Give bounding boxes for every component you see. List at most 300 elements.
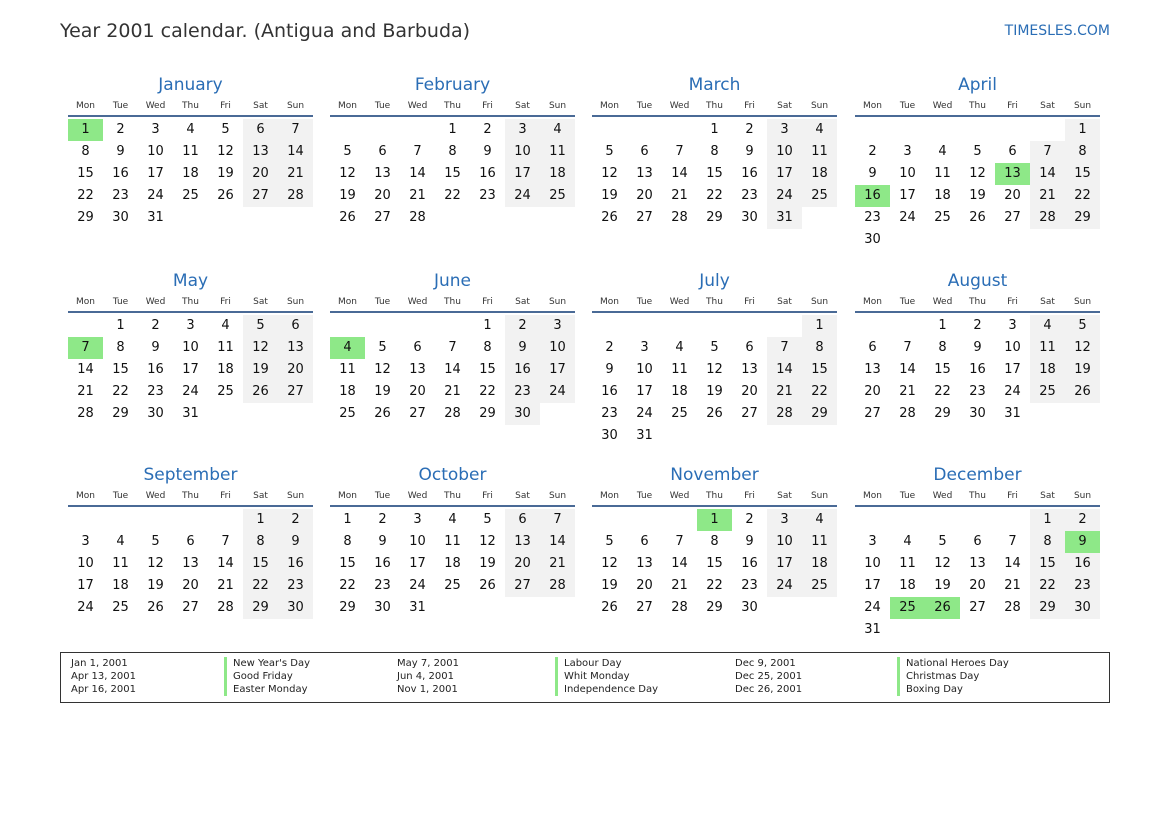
day-cell: 2	[745, 122, 754, 137]
empty-cell	[627, 509, 662, 531]
day-cell: 18	[802, 163, 837, 185]
weekday-label: Sun	[286, 297, 305, 307]
day-cell: 8	[448, 144, 457, 159]
day-cell: 23	[1065, 575, 1100, 597]
day-cell: 13	[409, 362, 426, 377]
weekday-label: Tue	[374, 297, 391, 307]
day-cell: 10	[1004, 340, 1021, 355]
month-february	[330, 74, 575, 229]
day-cell: 21	[1004, 578, 1021, 593]
day-cell: 27	[864, 406, 881, 421]
legend-date: Jan 1, 2001	[71, 658, 128, 669]
day-cell: 25	[802, 575, 837, 597]
holiday-day-cell: 1	[697, 509, 732, 531]
empty-cell	[365, 315, 400, 337]
legend-holiday-name: Whit Monday	[564, 671, 630, 682]
weekday-label: Fri	[482, 297, 493, 307]
day-cell: 27	[636, 600, 653, 615]
day-cell: 25	[802, 185, 837, 207]
day-cell: 17	[409, 556, 426, 571]
day-cell: 1	[1065, 119, 1100, 141]
weekday-label: Sat	[515, 491, 530, 501]
weekday-label: Thu	[444, 297, 461, 307]
day-cell: 19	[601, 188, 618, 203]
day-cell: 9	[745, 144, 754, 159]
day-cell: 21	[671, 188, 688, 203]
weekday-label: Tue	[899, 297, 916, 307]
weekday-header	[855, 97, 1100, 117]
empty-cell	[400, 315, 435, 337]
weekday-label: Fri	[1007, 101, 1018, 111]
weekday-label: Wed	[669, 297, 690, 307]
day-grid	[855, 509, 1100, 641]
day-cell: 17	[147, 166, 164, 181]
day-cell: 12	[147, 556, 164, 571]
day-cell: 11	[112, 556, 129, 571]
day-cell: 23	[112, 188, 129, 203]
month-name: August	[947, 271, 1008, 291]
legend-date: Jun 4, 2001	[397, 671, 454, 682]
weekday-label: Sat	[515, 297, 530, 307]
day-cell: 15	[706, 166, 723, 181]
day-cell: 8	[802, 337, 837, 359]
day-cell: 18	[444, 556, 461, 571]
day-cell: 6	[640, 144, 649, 159]
day-cell: 17	[77, 578, 94, 593]
day-cell: 26	[601, 210, 618, 225]
day-cell: 3	[767, 119, 802, 141]
weekday-label: Tue	[899, 101, 916, 111]
day-cell: 19	[706, 384, 723, 399]
month-name: September	[143, 465, 238, 485]
weekday-label: Sat	[253, 101, 268, 111]
day-cell: 26	[479, 578, 496, 593]
day-cell: 22	[444, 188, 461, 203]
month-name: July	[699, 271, 730, 291]
day-cell: 30	[1065, 597, 1100, 619]
weekday-label: Tue	[112, 101, 129, 111]
day-cell: 4	[116, 534, 125, 549]
day-cell: 9	[151, 340, 160, 355]
month-name: June	[433, 271, 472, 291]
day-cell: 1	[343, 512, 352, 527]
month-june	[330, 270, 575, 425]
day-cell: 3	[186, 318, 195, 333]
weekday-label: Sun	[548, 491, 567, 501]
day-cell: 14	[278, 141, 313, 163]
weekday-header	[68, 293, 313, 313]
day-cell: 20	[374, 188, 391, 203]
weekday-label: Mon	[863, 491, 882, 501]
legend-names	[897, 657, 1009, 696]
day-cell: 18	[182, 166, 199, 181]
day-cell: 26	[243, 381, 278, 403]
legend-holiday-name: Good Friday	[233, 671, 293, 682]
day-cell: 2	[745, 512, 754, 527]
empty-cell	[662, 509, 697, 531]
weekday-label: Sat	[777, 101, 792, 111]
day-grid	[592, 119, 837, 229]
weekday-label: Mon	[600, 491, 619, 501]
day-cell: 14	[540, 531, 575, 553]
day-cell: 29	[802, 403, 837, 425]
day-cell: 10	[505, 141, 540, 163]
weekday-label: Tue	[899, 491, 916, 501]
day-cell: 29	[1065, 207, 1100, 229]
weekday-label: Sat	[777, 491, 792, 501]
day-cell: 31	[767, 207, 802, 229]
weekday-label: Mon	[338, 491, 357, 501]
day-cell: 17	[767, 553, 802, 575]
day-grid	[68, 509, 313, 619]
day-cell: 5	[605, 144, 614, 159]
day-cell: 15	[1030, 553, 1065, 575]
weekday-label: Tue	[374, 101, 391, 111]
day-cell: 20	[636, 188, 653, 203]
day-cell: 24	[636, 406, 653, 421]
page-title: Year 2001 calendar. (Antigua and Barbuda)	[60, 20, 471, 42]
day-cell: 5	[710, 340, 719, 355]
day-cell: 22	[934, 384, 951, 399]
month-november	[592, 464, 837, 619]
day-cell: 16	[147, 362, 164, 377]
day-cell: 9	[745, 534, 754, 549]
day-cell: 10	[409, 534, 426, 549]
day-cell: 9	[378, 534, 387, 549]
day-cell: 29	[706, 600, 723, 615]
weekday-header	[592, 293, 837, 313]
weekday-label: Thu	[706, 101, 723, 111]
empty-cell	[855, 315, 890, 337]
weekday-label: Sun	[810, 297, 829, 307]
day-cell: 28	[444, 406, 461, 421]
legend-names	[555, 657, 658, 696]
day-cell: 23	[505, 381, 540, 403]
day-cell: 25	[540, 185, 575, 207]
day-cell: 13	[182, 556, 199, 571]
day-cell: 4	[802, 509, 837, 531]
empty-cell	[890, 509, 925, 531]
weekday-header	[68, 97, 313, 117]
day-grid	[330, 509, 575, 619]
day-cell: 12	[374, 362, 391, 377]
day-cell: 4	[448, 512, 457, 527]
day-cell: 18	[899, 578, 916, 593]
holiday-legend	[60, 652, 1110, 703]
day-cell: 6	[505, 509, 540, 531]
day-cell: 29	[479, 406, 496, 421]
day-cell: 11	[182, 144, 199, 159]
day-cell: 7	[767, 337, 802, 359]
day-cell: 20	[278, 359, 313, 381]
empty-cell	[890, 315, 925, 337]
day-cell: 24	[540, 381, 575, 403]
day-cell: 12	[706, 362, 723, 377]
day-cell: 17	[182, 362, 199, 377]
weekday-label: Sun	[548, 297, 567, 307]
day-cell: 27	[969, 600, 986, 615]
weekday-label: Sat	[1040, 491, 1055, 501]
day-cell: 2	[1065, 509, 1100, 531]
day-cell: 14	[444, 362, 461, 377]
day-cell: 4	[186, 122, 195, 137]
weekday-label: Thu	[969, 101, 986, 111]
day-cell: 27	[505, 575, 540, 597]
weekday-header	[855, 487, 1100, 507]
day-cell: 9	[116, 144, 125, 159]
day-cell: 18	[934, 188, 951, 203]
day-cell: 11	[802, 141, 837, 163]
day-cell: 6	[243, 119, 278, 141]
day-cell: 8	[483, 340, 492, 355]
day-cell: 9	[505, 337, 540, 359]
day-cell: 19	[934, 578, 951, 593]
day-cell: 11	[802, 531, 837, 553]
day-cell: 22	[243, 575, 278, 597]
holiday-day-cell: 9	[1065, 531, 1100, 553]
legend-holiday-name: Christmas Day	[906, 671, 980, 682]
day-cell: 3	[151, 122, 160, 137]
day-grid	[855, 315, 1100, 425]
day-cell: 9	[483, 144, 492, 159]
weekday-header	[68, 487, 313, 507]
day-cell: 5	[378, 340, 387, 355]
day-cell: 17	[899, 188, 916, 203]
day-cell: 28	[278, 185, 313, 207]
day-cell: 15	[802, 359, 837, 381]
day-cell: 11	[217, 340, 234, 355]
day-cell: 9	[868, 166, 877, 181]
day-cell: 16	[112, 166, 129, 181]
day-cell: 26	[1065, 381, 1100, 403]
day-cell: 22	[339, 578, 356, 593]
day-cell: 13	[741, 362, 758, 377]
month-december	[855, 464, 1100, 641]
day-cell: 24	[505, 185, 540, 207]
legend-date: Dec 26, 2001	[735, 684, 803, 695]
day-cell: 10	[540, 337, 575, 359]
holiday-day-cell: 4	[330, 337, 365, 359]
empty-cell	[925, 119, 960, 141]
legend-holiday-name: National Heroes Day	[906, 658, 1009, 669]
day-grid	[855, 119, 1100, 251]
day-cell: 21	[1030, 185, 1065, 207]
weekday-label: Thu	[444, 101, 461, 111]
day-cell: 4	[540, 119, 575, 141]
weekday-label: Mon	[600, 101, 619, 111]
day-cell: 24	[1004, 384, 1021, 399]
day-cell: 14	[767, 359, 802, 381]
month-august	[855, 270, 1100, 425]
weekday-label: Fri	[1007, 491, 1018, 501]
day-cell: 31	[409, 600, 426, 615]
weekday-label: Mon	[863, 101, 882, 111]
day-cell: 22	[802, 381, 837, 403]
day-cell: 30	[601, 428, 618, 443]
day-cell: 15	[479, 362, 496, 377]
day-cell: 25	[671, 406, 688, 421]
day-cell: 5	[483, 512, 492, 527]
day-cell: 20	[636, 578, 653, 593]
day-cell: 13	[505, 531, 540, 553]
day-cell: 5	[973, 144, 982, 159]
day-cell: 11	[540, 141, 575, 163]
empty-cell	[435, 315, 470, 337]
weekday-label: Sun	[810, 101, 829, 111]
day-cell: 8	[243, 531, 278, 553]
weekday-label: Wed	[407, 101, 428, 111]
weekday-label: Wed	[407, 297, 428, 307]
day-cell: 23	[278, 575, 313, 597]
day-cell: 16	[479, 166, 496, 181]
day-cell: 19	[339, 188, 356, 203]
day-cell: 26	[374, 406, 391, 421]
day-cell: 9	[973, 340, 982, 355]
day-cell: 28	[77, 406, 94, 421]
day-cell: 25	[182, 188, 199, 203]
holiday-day-cell: 16	[855, 185, 890, 207]
day-cell: 4	[675, 340, 684, 355]
day-cell: 15	[112, 362, 129, 377]
day-cell: 16	[741, 166, 758, 181]
day-cell: 2	[378, 512, 387, 527]
empty-cell	[767, 315, 802, 337]
day-cell: 6	[278, 315, 313, 337]
day-cell: 16	[505, 359, 540, 381]
day-cell: 17	[1004, 362, 1021, 377]
day-cell: 28	[899, 406, 916, 421]
day-cell: 23	[741, 188, 758, 203]
day-cell: 5	[221, 122, 230, 137]
day-cell: 5	[343, 144, 352, 159]
day-cell: 17	[767, 163, 802, 185]
day-cell: 20	[243, 163, 278, 185]
day-cell: 3	[868, 534, 877, 549]
day-cell: 19	[374, 384, 391, 399]
day-cell: 7	[675, 144, 684, 159]
day-cell: 25	[934, 210, 951, 225]
weekday-label: Sat	[515, 101, 530, 111]
day-cell: 7	[675, 534, 684, 549]
day-cell: 14	[1030, 163, 1065, 185]
day-cell: 29	[243, 597, 278, 619]
day-cell: 27	[243, 185, 278, 207]
weekday-label: Wed	[407, 491, 428, 501]
day-cell: 5	[243, 315, 278, 337]
weekday-header	[330, 97, 575, 117]
day-cell: 2	[151, 318, 160, 333]
empty-cell	[365, 119, 400, 141]
day-grid	[592, 315, 837, 447]
day-cell: 6	[745, 340, 754, 355]
day-cell: 27	[278, 381, 313, 403]
day-cell: 24	[147, 188, 164, 203]
day-cell: 29	[1030, 597, 1065, 619]
day-cell: 6	[868, 340, 877, 355]
day-cell: 30	[505, 403, 540, 425]
day-cell: 6	[1008, 144, 1017, 159]
day-cell: 8	[710, 144, 719, 159]
day-cell: 3	[540, 315, 575, 337]
day-cell: 19	[969, 188, 986, 203]
day-cell: 16	[374, 556, 391, 571]
day-cell: 18	[1030, 359, 1065, 381]
empty-cell	[68, 315, 103, 337]
weekday-header	[855, 293, 1100, 313]
day-cell: 11	[899, 556, 916, 571]
legend-dates	[397, 657, 459, 696]
day-cell: 27	[741, 406, 758, 421]
day-cell: 22	[706, 578, 723, 593]
day-cell: 6	[413, 340, 422, 355]
legend-holiday-name: Boxing Day	[906, 684, 963, 695]
month-may	[68, 270, 313, 425]
day-cell: 30	[741, 210, 758, 225]
day-cell: 3	[640, 340, 649, 355]
brand-link[interactable]: TIMESLES.COM	[1004, 23, 1110, 39]
day-grid	[330, 119, 575, 229]
legend-dates	[71, 657, 136, 696]
weekday-label: Tue	[636, 491, 653, 501]
day-cell: 6	[640, 534, 649, 549]
holiday-day-cell: 26	[925, 597, 960, 619]
day-cell: 19	[243, 359, 278, 381]
weekday-label: Sun	[1073, 101, 1092, 111]
day-cell: 6	[378, 144, 387, 159]
month-january	[68, 74, 313, 229]
weekday-label: Fri	[744, 491, 755, 501]
day-cell: 31	[636, 428, 653, 443]
day-cell: 14	[671, 166, 688, 181]
day-cell: 2	[505, 315, 540, 337]
empty-cell	[68, 509, 103, 531]
empty-cell	[173, 509, 208, 531]
day-cell: 23	[479, 188, 496, 203]
day-cell: 4	[903, 534, 912, 549]
day-cell: 2	[278, 509, 313, 531]
day-cell: 8	[81, 144, 90, 159]
day-cell: 29	[112, 406, 129, 421]
day-cell: 28	[409, 210, 426, 225]
day-grid	[592, 509, 837, 619]
day-cell: 24	[409, 578, 426, 593]
day-cell: 11	[1030, 337, 1065, 359]
month-september	[68, 464, 313, 619]
day-cell: 31	[182, 406, 199, 421]
day-grid	[330, 315, 575, 425]
day-cell: 15	[243, 553, 278, 575]
empty-cell	[330, 315, 365, 337]
day-cell: 8	[938, 340, 947, 355]
day-cell: 21	[217, 578, 234, 593]
weekday-header	[592, 97, 837, 117]
day-cell: 2	[605, 340, 614, 355]
empty-cell	[890, 119, 925, 141]
weekday-label: Thu	[444, 491, 461, 501]
day-cell: 16	[741, 556, 758, 571]
day-cell: 22	[479, 384, 496, 399]
day-cell: 17	[540, 359, 575, 381]
day-cell: 13	[374, 166, 391, 181]
day-cell: 28	[540, 575, 575, 597]
day-cell: 19	[601, 578, 618, 593]
day-cell: 10	[147, 144, 164, 159]
day-cell: 3	[1008, 318, 1017, 333]
day-cell: 25	[339, 406, 356, 421]
weekday-label: Tue	[112, 491, 129, 501]
day-cell: 19	[217, 166, 234, 181]
day-cell: 27	[636, 210, 653, 225]
